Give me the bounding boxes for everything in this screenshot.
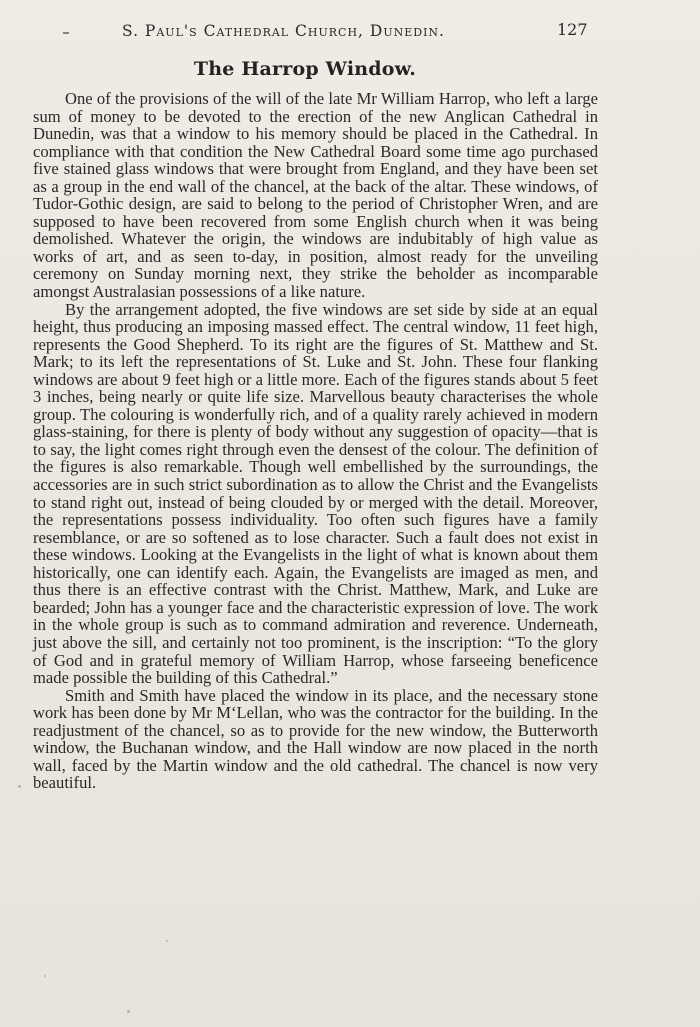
article-title: The Harrop Window. [193,58,417,80]
paragraph: Smith and Smith have placed the window in its place, and the necessary stone work has been done by Mr M‘Lellan, who was the contractor for the building. In the readjustment of the chancel, so as to provide for the new window, the Butterworth window, the Buchanan window, and the Hall window are now placed in the north wall, faced by the Martin window and the old cathedral. The chancel is now very beautiful. [33,685,598,793]
paragraph: One of the provisions of the will of the late Mr William Harrop, who left a large sum of money to be devoted to the erection of the new Anglican Cathedral in Dunedin, was that a window to his memory should be placed in the Cathedral. In compliance with that condition the New Cathedral Board some time ago purchased five stained glass windows that were brought from England, and they have been set as a group in the end wall of the chancel, at the back of the altar. These windows, of Tudor-Gothic design, are said to belong to the period of Christopher Wren, and are supposed to have been recovered from some English church when it was being demolished. Whatever the origin, the windows are indubitably of high value as works of art, and as seen to-day, in position, almost ready for the unveiling ceremony on Sunday morning next, they strike the beholder as incomparable amongst Australasian possessions of a like nature. [33,89,598,302]
article-body [33,90,598,792]
margin-mark [63,32,69,34]
paper-speck [18,785,21,788]
running-title: S. Paul's Cathedral Church, Dunedin. [122,22,445,40]
running-header [0,20,700,46]
page-number: 127 [557,20,588,39]
paper-speck [166,940,168,942]
paper-speck [127,1010,130,1013]
paragraph: By the arrangement adopted, the five windows are set side by side at an equal height, thus producing an imposing massed effect. The central window, 11 feet high, represents the Good Shepherd. To its right are the figures of St. Matthew and St. Mark; to its left the representations of St. Luke and St. John. These four flanking windows are about 9 feet high or a little more. Each of the figures stands about 5 feet 3 inches, being nearly or quite life size. Marvellous beauty characterises the whole group. The colouring is wonderfully rich, and of a quality rarely achieved in modern glass-staining, for there is plenty of body without any suggestion of opacity—that is to say, the light comes right through even the densest of the colour. The definition of the figures is also remarkable. Though well embellished by the surroundings, the accessories are in such strict subordination as to allow the Christ and the Evangelists to stand right out, instead of being clouded by or merged with the detail. Moreover, the representations possess individuality. Too often such figures have a family resemblance, or are so softened as to lose character. Such a fault does not exist in these windows. Looking at the Evangelists in the light of what is known about them historically, one can identify each. Again, the Evangelists are imaged as men, and thus there is an effective contrast with the Christ. Matthew, Mark, and Luke are bearded; John has a younger face and the characteristic expression of love. The work in the whole group is such as to command admiration and reverence. Underneath, just above the sill, and certainly not too prominent, is the inscription: “To the glory of God and in grateful memory of William Harrop, whose farseeing beneficence made possible the building of this Cathedral.” [33,299,598,688]
paper-speck [44,975,46,977]
